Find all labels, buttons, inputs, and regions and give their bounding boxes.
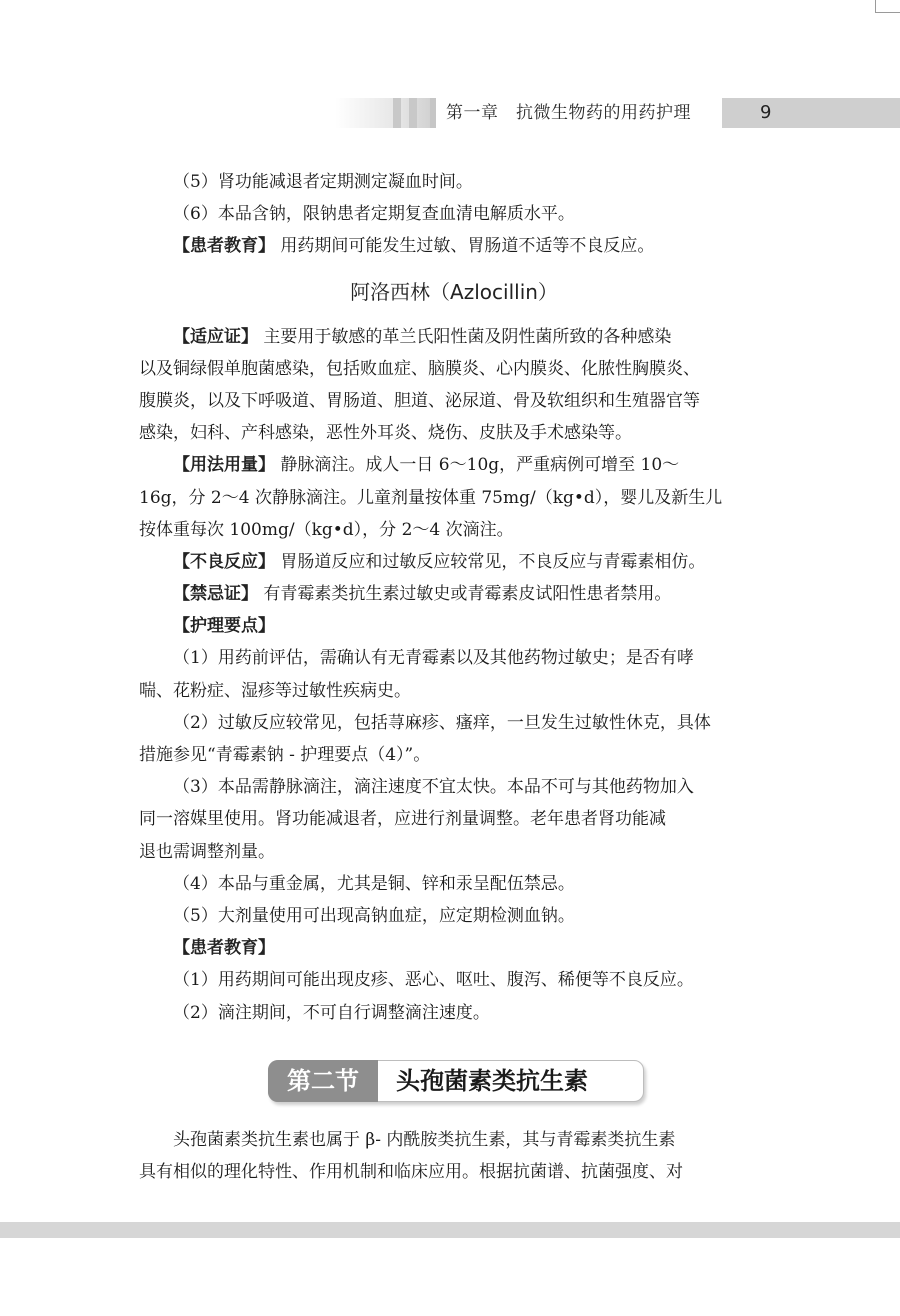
- section-tag: 【患者教育】: [173, 236, 275, 257]
- text-line: （1）用药前评估，需确认有无青霉素以及其他药物过敏史；是否有哮: [173, 648, 694, 669]
- text-line: （4）本品与重金属，尤其是铜、锌和汞呈配伍禁忌。: [173, 873, 575, 894]
- text-line: （3）本品需静脉滴注，滴注速度不宜太快。本品不可与其他药物加入: [173, 777, 694, 798]
- running-header: [0, 98, 900, 128]
- header-stripe: [393, 98, 401, 128]
- section-tag: 【不良反应】: [173, 551, 275, 572]
- page-body: [139, 166, 769, 1029]
- text-span: 有青霉素类抗生素过敏史或青霉素皮试阳性患者禁用。: [258, 584, 672, 605]
- contraindications: [139, 578, 769, 610]
- text-line: 具有相似的理化特性、作用机制和临床应用。根据抗菌谱、抗菌强度、对: [139, 1162, 683, 1183]
- text-line: 同一溶媒里使用。肾功能减退者，应进行剂量调整。老年患者肾功能减: [139, 809, 666, 830]
- text-span: 用药期间可能发生过敏、胃肠道不适等不良反应。: [275, 236, 655, 257]
- text-line: （5）肾功能减退者定期测定凝血时间。: [173, 172, 473, 192]
- section-tag: 【护理要点】: [173, 616, 275, 637]
- section-banner: [268, 1060, 643, 1102]
- dosage-first-line: [139, 449, 769, 481]
- nursing-heading: [139, 610, 769, 642]
- text-line: （2）滴注期间，不可自行调整滴注速度。: [173, 1002, 490, 1023]
- text-span: 胃肠道反应和过敏反应较常见，不良反应与青霉素相仿。: [275, 551, 706, 572]
- adverse-reactions: [139, 546, 769, 578]
- chapter-title: 第一章 抗微生物药的用药护理: [446, 103, 691, 123]
- text-line: （2）过敏反应较常见，包括荨麻疹、瘙痒，一旦发生过敏性休克，具体: [173, 712, 711, 733]
- drug-title: 阿洛西林（Azlocillin）: [350, 279, 558, 304]
- text-line: 以及铜绿假单胞菌感染，包括败血症、脑膜炎、心内膜炎、化脓性胸膜炎、: [139, 358, 700, 379]
- header-separator: [430, 98, 436, 128]
- text-line: 16g，分 2～4 次静脉滴注。儿童剂量按体重 75mg/（kg•d），婴儿及新生儿: [139, 487, 723, 508]
- section-tag: 【适应证】: [173, 326, 258, 347]
- page-number: 9: [722, 98, 900, 128]
- education-heading: [139, 932, 769, 964]
- section-tag: 【用法用量】: [173, 455, 275, 476]
- text-span: 主要用于敏感的革兰氏阳性菌及阴性菌所致的各种感染: [258, 326, 672, 347]
- text-line: 喘、花粉症、湿疹等过敏性疾病史。: [139, 680, 411, 701]
- text-line: 感染，妇科、产科感染，恶性外耳炎、烧伤、皮肤及手术感染等。: [139, 423, 632, 444]
- text-line: 措施参见“青霉素钠 - 护理要点（4）”。: [139, 745, 431, 765]
- text-line: （5）大剂量使用可出现高钠血症，应定期检测血钠。: [173, 905, 575, 926]
- section-tag: 【禁忌证】: [173, 584, 258, 605]
- text-span: 静脉滴注。成人一日 6～10g，严重病例可增至 10～: [275, 455, 680, 476]
- section-number: 第二节: [268, 1060, 378, 1102]
- section-tag: 【患者教育】: [173, 938, 275, 959]
- text-line: 退也需调整剂量。: [139, 841, 275, 862]
- section-title: 头孢菌素类抗生素: [396, 1067, 588, 1095]
- text-line: 按体重每次 100mg/（kg•d），分 2～4 次滴注。: [139, 519, 514, 540]
- text-line: 腹膜炎，以及下呼吸道、胃肠道、胆道、泌尿道、骨及软组织和生殖器官等: [139, 390, 700, 411]
- section-intro: [139, 1124, 769, 1188]
- header-stripe: [409, 98, 417, 128]
- text-line: 头孢菌素类抗生素也属于 β- 内酰胺类抗生素，其与青霉素类抗生素: [173, 1130, 676, 1150]
- crop-mark: [875, 0, 900, 13]
- patient-education-top: [139, 230, 769, 262]
- text-line: （1）用药期间可能出现皮疹、恶心、呕吐、腹泻、稀便等不良反应。: [173, 970, 694, 991]
- text-line: （6）本品含钠，限钠患者定期复查血清电解质水平。: [173, 204, 575, 225]
- indications-first-line: [139, 321, 769, 353]
- footer-band: [0, 1222, 900, 1238]
